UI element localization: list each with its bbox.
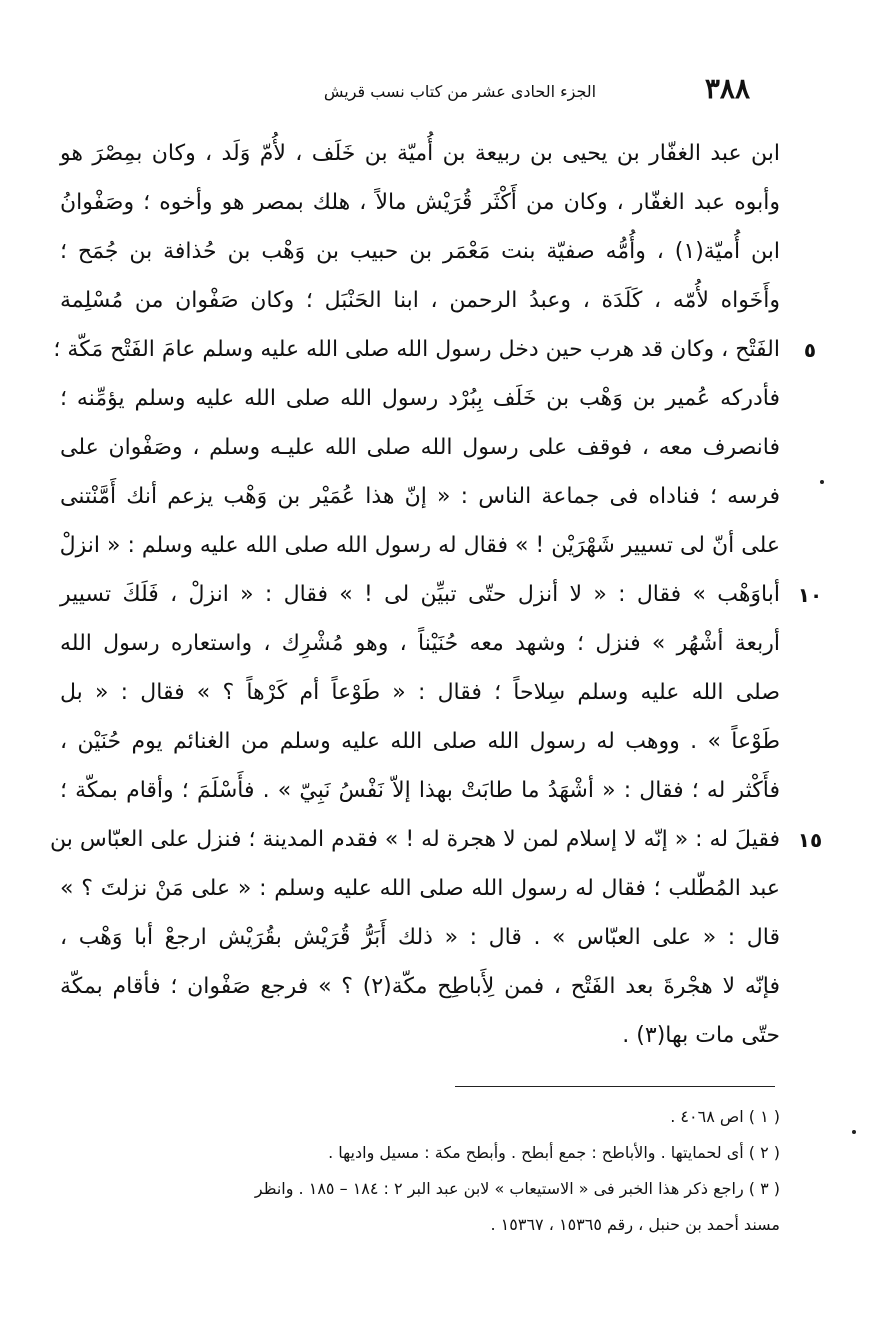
page-header xyxy=(280,72,750,112)
footnote: ( ٣ ) راجع ذكر هذا الخبر فى « الاستيعاب » لابن عبد البر ٢ : ١٨٤ – ١٨٥ . وانظر xyxy=(254,1179,780,1198)
print-speck xyxy=(820,480,824,484)
line-number: ١٥ xyxy=(797,828,823,852)
text-line: صلى الله عليه وسلم سِلاحاً ؛ فقال : « طَوْعاً أم كَرْهاً ؟ » فقال : « بل xyxy=(60,680,780,705)
text-line: أباوَهْب » فقال : « لا أنزل حتّى تبيِّن لى ! » فقال : « انزلْ ، فَلَكَ تسيير xyxy=(60,582,780,607)
text-line: أربعة أشْهُر » فنزل ؛ وشهد معه حُنَيْناً ، وهو مُشْرِك ، واستعاره رسول الله xyxy=(60,631,780,656)
text-line: فأَكْثر له ؛ فقال : « أشْهَدُ ما طابَتْ بهذا إلاّ نَفْسُ نَبِيّ » . فأَسْلَمَ ؛ وأقام بمكّة ؛ xyxy=(60,778,780,803)
text-line: حتّى مات بها(٣) . xyxy=(622,1023,780,1048)
text-line: الفَتْح ، وكان قد هرب حين دخل رسول الله صلى الله عليه وسلم عامَ الفَتْح مَكّة ؛ xyxy=(53,337,780,362)
text-line: طَوْعاً » . ووهب له رسول الله صلى الله عليه وسلم من الغنائم يوم حُنَيْن ، xyxy=(60,729,780,754)
running-title: الجزء الحادى عشر من كتاب نسب قريش xyxy=(323,82,597,101)
footnote: ( ٢ ) أى لحمايتها . والأباطح : جمع أبطح . وأبطح مكة : مسيل واديها . xyxy=(328,1143,780,1162)
text-line: ابن عبد الغفّار بن يحيى بن ربيعة بن أُميّة بن خَلَف ، لأُمّ وَلَد ، وكان بمِصْرَ هو xyxy=(60,141,780,166)
line-number: ١٠ xyxy=(797,583,823,607)
print-speck xyxy=(852,1130,856,1134)
line-number: ٥ xyxy=(803,338,817,362)
text-line: فرسه ؛ فناداه فى جماعة الناس : « إنّ هذا عُمَيْر بن وَهْب يزعم أنك أَمَّنْتنى xyxy=(60,484,780,509)
text-line: ابن أُميّة(١) ، وأُمُّه صفيّة بنت مَعْمَر بن حبيب بن وَهْب بن حُذافة بن جُمَح ؛ xyxy=(60,239,781,264)
footnote: ( ١ ) اص ٤٠٦٨ . xyxy=(670,1107,780,1126)
text-line: عبد المُطّلب ؛ فقال له رسول الله صلى الله عليه وسلم : « على مَنْ نزلتَ ؟ » xyxy=(60,876,780,901)
text-line: فإنّه لا هجْرةَ بعد الفَتْح ، فمن لِأَباطِح مكّة(٢) ؟ » فرجع صَفْوان ؛ فأقام بمكّة xyxy=(60,974,780,999)
text-line: وأَخَواه لأُمّه ، كَلَدَة ، وعبدُ الرحمن ، ابنا الحَنْبَل ؛ وكان صَفْوان من مُسْلِمة xyxy=(60,288,780,313)
text-line: قال : « على العبّاس » . قال : « ذلك أَبَرُّ قُرَيْش بقُرَيْش ارجعْ أبا وَهْب ، xyxy=(60,925,780,950)
text-line: فقيلَ له : « إنّه لا إسلام لمن لا هجرة له ! » فقدم المدينة ؛ فنزل على العبّاس بن xyxy=(50,827,780,852)
text-line: على أنّ لى تسيير شَهْرَيْن ! » فقال له رسول الله صلى الله عليه وسلم : « انزلْ xyxy=(59,533,780,558)
footnote-separator xyxy=(455,1086,775,1087)
page-number: ٣٨٨ xyxy=(704,72,750,105)
text-line: وأبوه عبد الغفّار ، وكان من أَكْثَر قُرَيْش مالاً ، هلك بمصر هو وأخوه ؛ وصَفْوانُ xyxy=(60,190,780,215)
footnote-continuation: مسند أحمد بن حنبل ، رقم ١٥٣٦٥ ، ١٥٣٦٧ . xyxy=(490,1215,780,1234)
text-line: فأدركه عُمير بن وَهْب بن خَلَف بِبُرْد رسول الله صلى الله عليه وسلم يؤمِّنه ؛ xyxy=(60,386,780,411)
text-line: فانصرف معه ، فوقف على رسول الله صلى الله عليـه وسلم ، وصَفْوان على xyxy=(60,435,780,460)
